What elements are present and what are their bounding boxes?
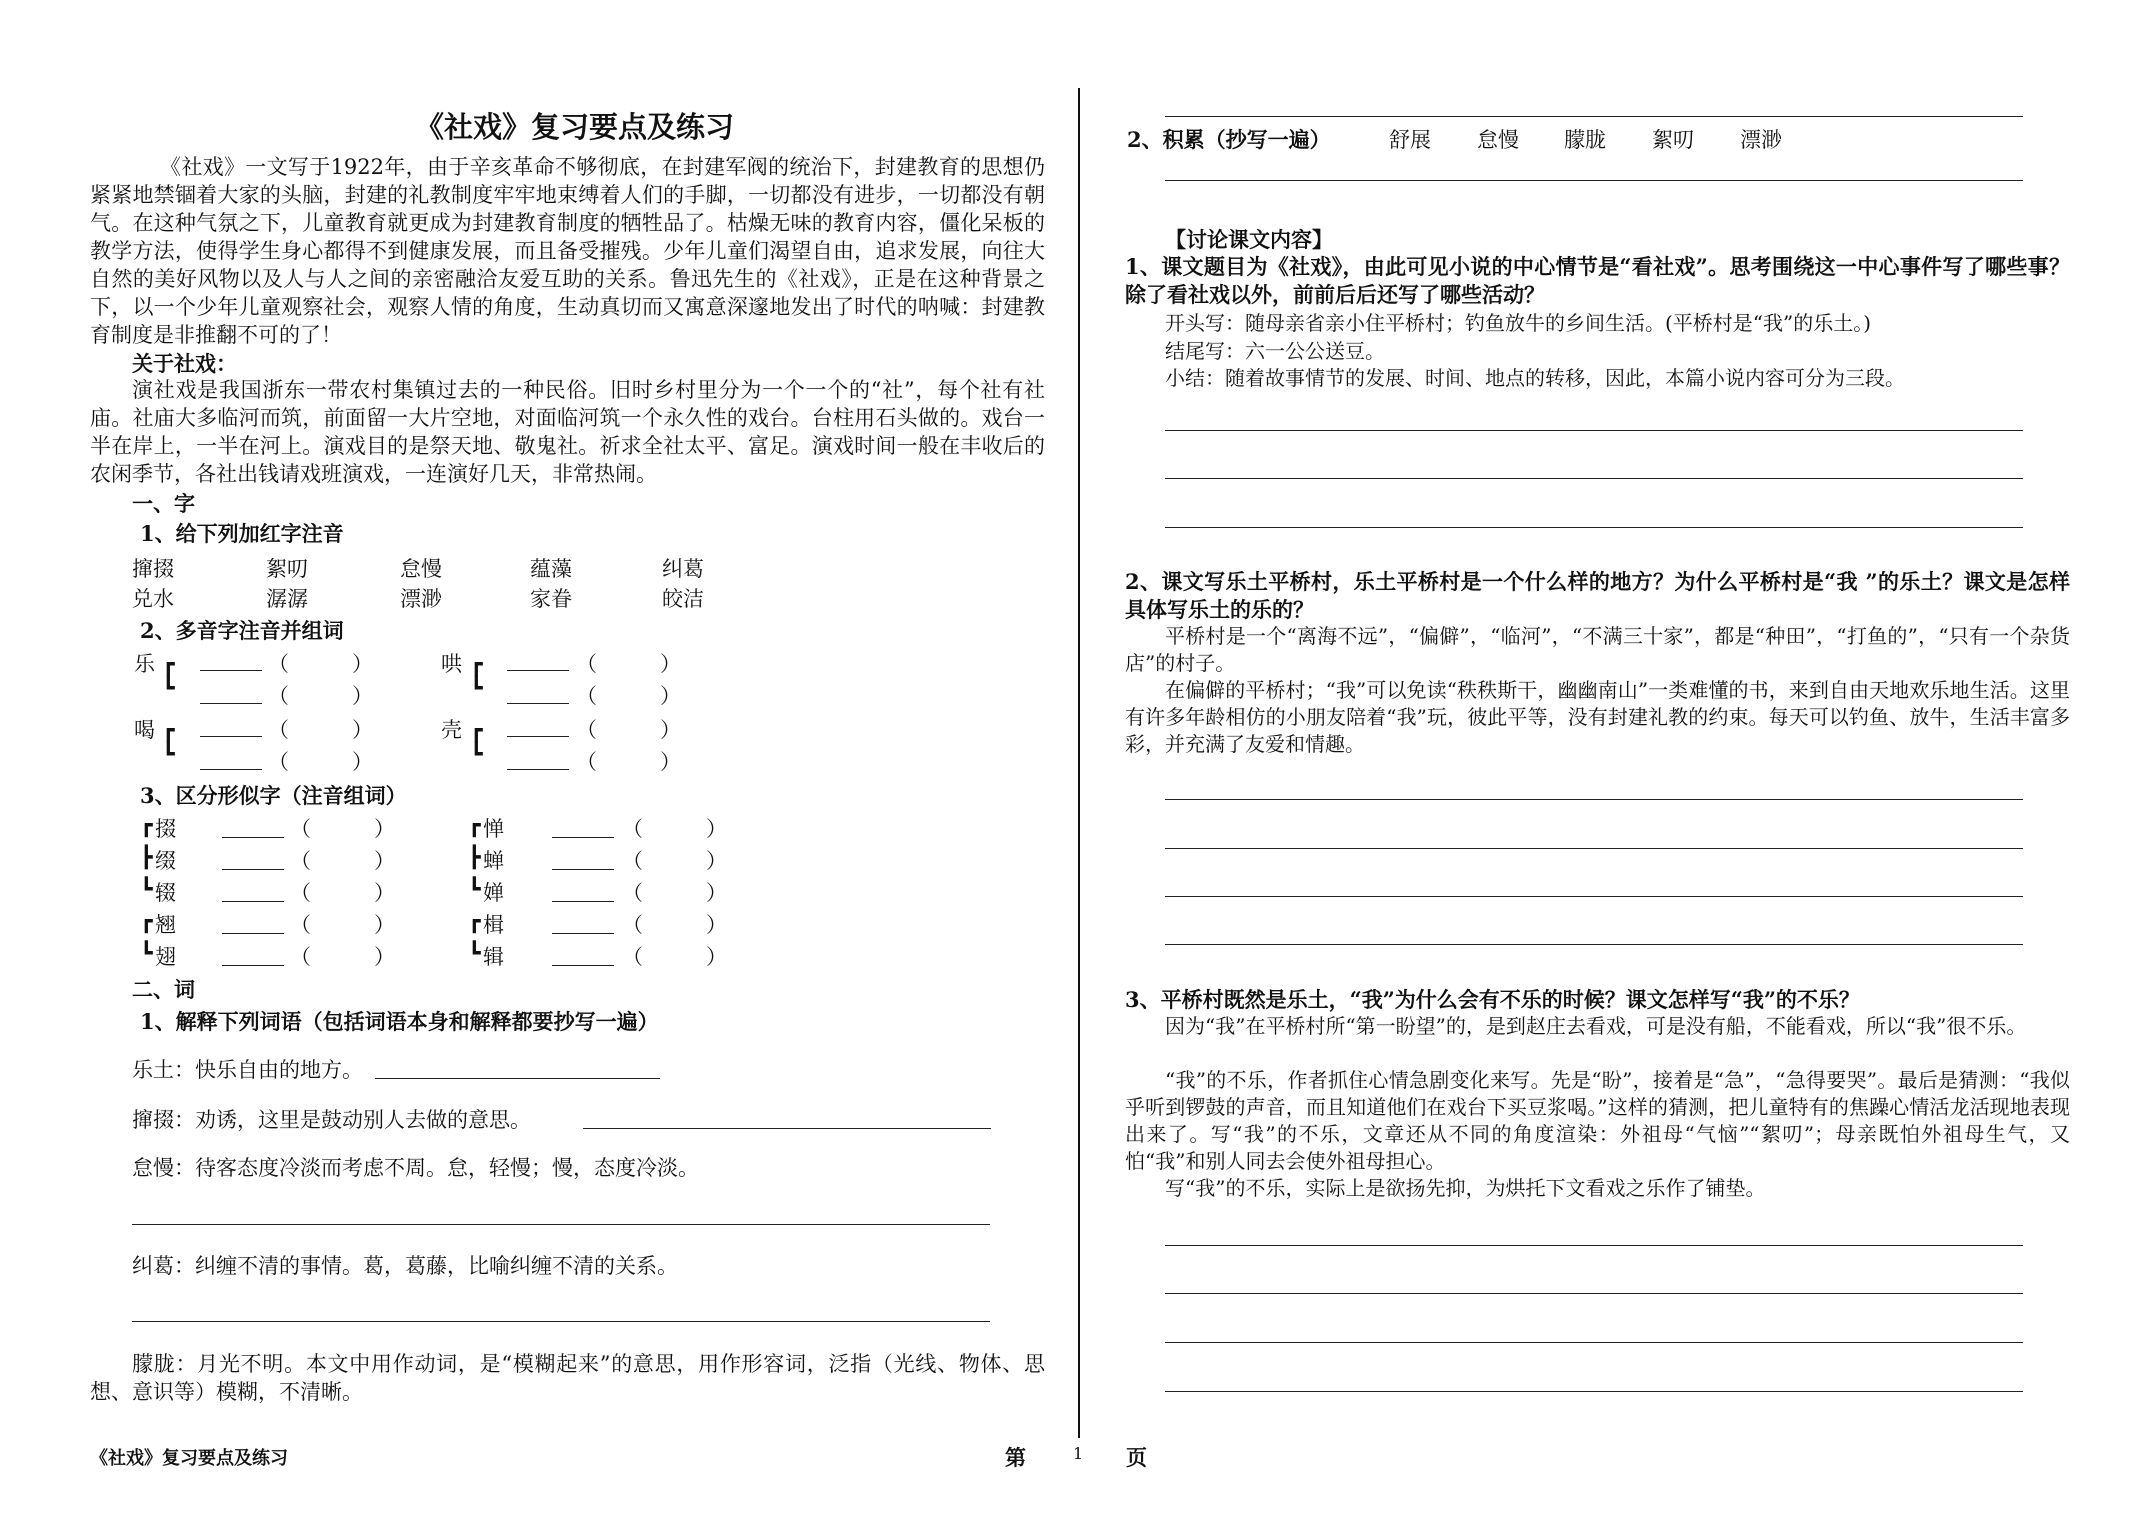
pinyin-word: 蕴藻 <box>530 557 572 581</box>
answer-line[interactable] <box>1165 1342 2023 1343</box>
answer-paren: （ ） <box>576 750 681 774</box>
discussion-question-2: 2、课文写乐土平桥村，乐土平桥村是一个什么样的地方？为什么平桥村是“我 ”的乐土？课文是怎样具体写乐土的乐的？ <box>1125 569 2070 622</box>
answer-blank[interactable] <box>507 681 569 704</box>
answer-line[interactable] <box>1165 1293 2023 1294</box>
bracket-bottom-icon: ┗ <box>162 742 175 766</box>
question-pinyin: 1、给下列加红字注音 <box>140 521 344 546</box>
answer-line[interactable] <box>1165 944 2023 945</box>
answer-text: 小结：随着故事情节的发展、时间、地点的转移，因此，本篇小说内容可分为三段。 <box>1165 366 1905 390</box>
pinyin-word: 漂渺 <box>400 587 442 611</box>
answer-paren: （ ） <box>268 718 373 742</box>
answer-blank[interactable] <box>552 911 614 934</box>
page-title: 《社戏》复习要点及练习 <box>415 110 735 144</box>
similar-char: 翅 <box>155 945 176 969</box>
bracket-icon: ┏ <box>140 909 153 933</box>
answer-blank[interactable] <box>222 847 284 870</box>
answer-paren: （ ） <box>290 913 395 937</box>
bracket-bottom-icon: ┗ <box>470 676 483 700</box>
answer-line[interactable] <box>583 1128 991 1129</box>
bracket-top-icon: ┏ <box>162 718 175 742</box>
answer-blank[interactable] <box>507 648 569 671</box>
answer-text: 平桥村是一个“离海不远”，“偏僻”，“临河”，“不满三十家”，都是“种田”，“打鱼的”，“只有一个杂货店”的村子。 <box>1125 624 2070 675</box>
section-characters: 一、字 <box>132 491 195 516</box>
footer-page-suffix: 页 <box>1126 1445 1147 1470</box>
accumulate-word: 怠慢 <box>1477 128 1519 152</box>
word-explanation: 乐土：快乐自由的地方。 <box>132 1058 363 1082</box>
answer-paren: （ ） <box>290 849 395 873</box>
answer-line[interactable] <box>375 1078 660 1079</box>
word-explanation: 撺掇：劝诱，这里是鼓动别人去做的意思。 <box>132 1108 531 1132</box>
polyphone-char: 乐 <box>134 652 155 676</box>
answer-line[interactable] <box>1165 799 2023 800</box>
question-explain-words: 1、解释下列词语（包括词语本身和解释都要抄写一遍） <box>140 1009 659 1034</box>
bracket-icon: ┣ <box>468 845 481 869</box>
answer-blank[interactable] <box>222 879 284 902</box>
bracket-icon: ┗ <box>140 877 153 901</box>
answer-line[interactable] <box>1165 527 2023 528</box>
answer-paren: （ ） <box>622 849 727 873</box>
answer-line[interactable] <box>132 1224 990 1225</box>
answer-line[interactable] <box>1165 116 2023 117</box>
answer-blank[interactable] <box>200 714 262 737</box>
bracket-top-icon: ┏ <box>470 652 483 676</box>
answer-blank[interactable] <box>507 714 569 737</box>
question-accumulate: 2、积累（抄写一遍） <box>1127 127 1331 152</box>
answer-paren: （ ） <box>290 817 395 841</box>
answer-text: 写“我”的不乐，实际上是欲扬先抑，为烘托下文看戏之乐作了铺垫。 <box>1165 1176 1766 1200</box>
similar-char: 辍 <box>155 881 176 905</box>
polyphone-char: 喝 <box>134 718 155 742</box>
bracket-icon: ┗ <box>468 941 481 965</box>
section-words: 二、词 <box>132 977 195 1002</box>
accumulate-word: 漂渺 <box>1740 128 1782 152</box>
bracket-top-icon: ┏ <box>470 718 483 742</box>
answer-blank[interactable] <box>222 815 284 838</box>
accumulate-word: 舒展 <box>1389 128 1431 152</box>
answer-paren: （ ） <box>622 881 727 905</box>
footer-page-number: 1 <box>1073 1444 1084 1463</box>
accumulate-word: 絮叨 <box>1652 128 1694 152</box>
similar-char: 掇 <box>155 817 176 841</box>
discussion-question-3: 3、平桥村既然是乐土，“我”为什么会有不乐的时候？课文怎样写“我”的不乐？ <box>1125 987 1860 1012</box>
answer-line[interactable] <box>1165 1391 2023 1392</box>
answer-paren: （ ） <box>622 817 727 841</box>
answer-paren: （ ） <box>622 945 727 969</box>
answer-paren: （ ） <box>576 684 681 708</box>
discuss-heading: 【讨论课文内容】 <box>1165 227 1333 252</box>
answer-text: 开头写：随母亲省亲小住平桥村；钓鱼放牛的乡间生活。(平桥村是“我”的乐土。) <box>1165 311 1872 335</box>
answer-paren: （ ） <box>290 945 395 969</box>
answer-blank[interactable] <box>222 911 284 934</box>
word-explanation: 朦胧：月光不明。本文中用作动词，是“模糊起来”的意思，用作形容词，泛指（光线、物体、思想、意识等）模糊，不清晰。 <box>90 1352 1045 1404</box>
bracket-icon: ┣ <box>140 845 153 869</box>
bracket-icon: ┗ <box>468 877 481 901</box>
pinyin-word: 兑水 <box>132 587 174 611</box>
word-explanation: 怠慢：待客态度冷淡而考虑不周。怠，轻慢；慢，态度冷淡。 <box>132 1156 699 1180</box>
pinyin-word: 纠葛 <box>662 557 704 581</box>
similar-char: 楫 <box>483 913 504 937</box>
answer-paren: （ ） <box>622 913 727 937</box>
answer-blank[interactable] <box>200 648 262 671</box>
answer-line[interactable] <box>1165 430 2023 431</box>
intro-paragraph: 《社戏》一文写于1922年，由于辛亥革命不够彻底，在封建军阀的统治下，封建教育的思想仍紧紧地禁锢着大家的头脑，封建的礼教制度牢牢地束缚着人们的手脚，一切都没有进步，一切都没有朝气。在这种气氛之下，儿童教育就更成为封建教育制度的牺牲品了。枯燥无味的教育内容，僵化呆板的教学方法，使得学生身心都得不到健康发展，而且备受摧残。少年儿童们渴望自由，追求发展，向往大自然的美好风物以及人与人之间的亲密融洽友爱互助的关系。鲁迅先生的《社戏》，正是在这种背景之下，以一个少年儿童观察社会，观察人情的角度，生动真切而又寓意深邃地发出了时代的呐喊：封建教育制度是非推翻不可的了！ <box>90 155 1045 347</box>
answer-line[interactable] <box>1165 848 2023 849</box>
answer-paren: （ ） <box>290 881 395 905</box>
answer-blank[interactable] <box>552 847 614 870</box>
polyphone-char: 哄 <box>441 652 462 676</box>
answer-paren: （ ） <box>576 718 681 742</box>
similar-char: 婵 <box>483 881 504 905</box>
bracket-bottom-icon: ┗ <box>470 742 483 766</box>
about-heading: 关于社戏： <box>132 351 237 376</box>
answer-blank[interactable] <box>507 747 569 770</box>
question-similar-chars: 3、区分形似字（注音组词） <box>140 783 407 808</box>
answer-text: 结尾写：六一公公送豆。 <box>1165 339 1385 363</box>
answer-blank[interactable] <box>552 943 614 966</box>
answer-line[interactable] <box>1165 180 2023 181</box>
pinyin-word: 怠慢 <box>400 557 442 581</box>
bracket-icon: ┏ <box>140 813 153 837</box>
answer-blank[interactable] <box>552 815 614 838</box>
answer-paren: （ ） <box>268 652 373 676</box>
pinyin-word: 絮叨 <box>266 557 308 581</box>
answer-text: 在偏僻的平桥村；“我”可以免读“秩秩斯干，幽幽南山”一类难懂的书，来到自由天地欢乐地生活。这里有许多年龄相仿的小朋友陪着“我”玩，彼此平等，没有封建礼教的约束。每天可以钓鱼、放牛，生活丰富多彩，并充满了友爱和情趣。 <box>1125 678 2070 756</box>
answer-text: 因为“我”在平桥村所“第一盼望”的，是到赵庄去看戏，可是没有船，不能看戏，所以“我”很不乐。 <box>1165 1014 2027 1038</box>
footer-page-label: 第 <box>1005 1445 1026 1470</box>
footer-title: 《社戏》复习要点及练习 <box>90 1448 288 1469</box>
question-polyphone: 2、多音字注音并组词 <box>140 618 344 643</box>
bracket-icon: ┏ <box>468 813 481 837</box>
answer-blank[interactable] <box>552 879 614 902</box>
bracket-top-icon: ┏ <box>162 652 175 676</box>
pinyin-word: 家眷 <box>530 587 572 611</box>
accumulate-word: 朦胧 <box>1564 128 1606 152</box>
similar-char: 翘 <box>155 913 176 937</box>
bracket-bottom-icon: ┗ <box>162 676 175 700</box>
answer-line[interactable] <box>1165 1245 2023 1246</box>
similar-char: 惮 <box>483 817 504 841</box>
page-divider <box>1078 88 1080 1438</box>
answer-text: “我”的不乐，作者抓住心情急剧变化来写。先是“盼”，接着是“急”，“急得要哭”。最后是猜测：“我似乎听到锣鼓的声音，而且知道他们在戏台下买豆浆喝。”这样的猜测，把儿童特有的焦躁心情活龙活现地表现出来了。写“我”的不乐，文章还从不同的角度渲染：外祖母“气恼”“絮叨”；母亲既怕外祖母生气，又怕“我”和别人同去会使外祖母担心。 <box>1125 1068 2070 1173</box>
answer-paren: （ ） <box>268 684 373 708</box>
answer-line[interactable] <box>1165 478 2023 479</box>
answer-paren: （ ） <box>268 750 373 774</box>
answer-line[interactable] <box>132 1321 990 1322</box>
similar-char: 缀 <box>155 849 176 873</box>
polyphone-char: 壳 <box>441 718 462 742</box>
bracket-icon: ┏ <box>468 909 481 933</box>
pinyin-word: 潺潺 <box>266 587 308 611</box>
discussion-question-1: 1、课文题目为《社戏》，由此可见小说的中心情节是“看社戏”。思考围绕这一中心事件写了哪些事？除了看社戏以外，前前后后还写了哪些活动？ <box>1125 254 2070 307</box>
answer-blank[interactable] <box>222 943 284 966</box>
answer-paren: （ ） <box>576 652 681 676</box>
bracket-icon: ┗ <box>140 941 153 965</box>
pinyin-word: 皎洁 <box>662 587 704 611</box>
word-explanation: 纠葛：纠缠不清的事情。葛，葛藤，比喻纠缠不清的关系。 <box>132 1254 678 1278</box>
answer-blank[interactable] <box>200 681 262 704</box>
about-paragraph: 演社戏是我国浙东一带农村集镇过去的一种民俗。旧时乡村里分为一个一个的“社”，每个社有社庙。社庙大多临河而筑，前面留一大片空地，对面临河筑一个永久性的戏台。台柱用石头做的。戏台一半在岸上，一半在河上。演戏目的是祭天地、敬鬼社。祈求全社太平、富足。演戏时间一般在丰收后的农闲季节，各社出钱请戏班演戏，一连演好几天，非常热闹。 <box>90 378 1045 486</box>
pinyin-word: 撺掇 <box>132 557 174 581</box>
answer-blank[interactable] <box>200 747 262 770</box>
similar-char: 蝉 <box>483 849 504 873</box>
similar-char: 辑 <box>483 945 504 969</box>
answer-line[interactable] <box>1165 896 2023 897</box>
